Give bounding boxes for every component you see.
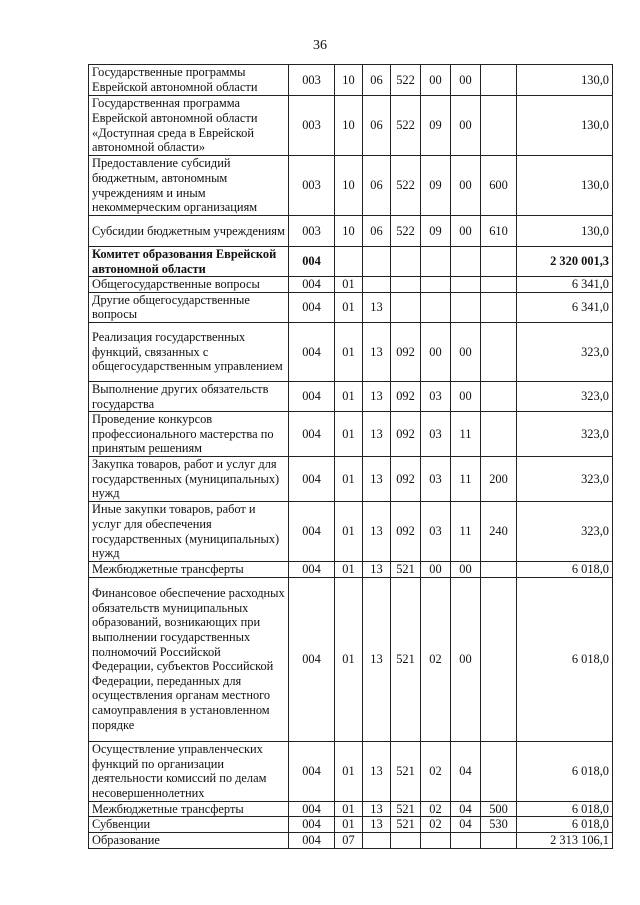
row-name-cell: Предоставление субсидий бюджетным, автономным учреждениям и иным некоммерческим организациям (89, 156, 289, 216)
table-row (89, 216, 613, 247)
target-article-2-cell: 09 (421, 96, 451, 156)
target-article-2-cell (421, 832, 451, 848)
expense-type-cell (481, 741, 517, 801)
target-article-2-cell (421, 247, 451, 277)
amount-cell: 2 320 001,3 (517, 247, 613, 277)
section-code-cell: 01 (335, 292, 363, 322)
target-article-1-cell: 092 (391, 412, 421, 457)
subsection-code-cell: 06 (363, 65, 391, 96)
section-code-cell: 01 (335, 457, 363, 502)
target-article-2-cell: 02 (421, 577, 451, 741)
target-article-1-cell: 522 (391, 156, 421, 216)
section-code-cell (335, 247, 363, 277)
expense-type-cell (481, 277, 517, 293)
ministry-code-cell: 004 (289, 801, 335, 817)
table-row (89, 65, 613, 96)
expense-type-cell (481, 65, 517, 96)
expense-type-cell (481, 322, 517, 381)
target-article-1-cell: 521 (391, 741, 421, 801)
amount-cell: 2 313 106,1 (517, 832, 613, 848)
ministry-code-cell: 003 (289, 156, 335, 216)
subsection-code-cell: 13 (363, 292, 391, 322)
table-row (89, 502, 613, 562)
expense-type-cell (481, 381, 517, 411)
amount-cell: 323,0 (517, 381, 613, 411)
section-code-cell: 01 (335, 412, 363, 457)
table-row (89, 322, 613, 381)
amount-cell: 6 341,0 (517, 277, 613, 293)
target-article-3-cell: 00 (451, 577, 481, 741)
subsection-code-cell: 06 (363, 216, 391, 247)
expense-type-cell (481, 96, 517, 156)
table-row (89, 277, 613, 293)
row-name-cell: Межбюджетные трансферты (89, 562, 289, 578)
table-row (89, 247, 613, 277)
target-article-3-cell: 04 (451, 801, 481, 817)
expense-type-cell (481, 247, 517, 277)
ministry-code-cell: 004 (289, 277, 335, 293)
amount-cell: 130,0 (517, 156, 613, 216)
amount-cell: 6 018,0 (517, 741, 613, 801)
amount-cell: 130,0 (517, 216, 613, 247)
target-article-1-cell: 521 (391, 577, 421, 741)
subsection-code-cell: 06 (363, 156, 391, 216)
target-article-2-cell: 00 (421, 562, 451, 578)
target-article-3-cell (451, 292, 481, 322)
ministry-code-cell: 004 (289, 817, 335, 833)
target-article-3-cell: 11 (451, 502, 481, 562)
ministry-code-cell: 003 (289, 96, 335, 156)
ministry-code-cell: 004 (289, 292, 335, 322)
target-article-3-cell: 00 (451, 381, 481, 411)
section-code-cell: 01 (335, 562, 363, 578)
row-name-cell: Выполнение других обязательств государства (89, 381, 289, 411)
row-name-cell: Образование (89, 832, 289, 848)
amount-cell: 6 018,0 (517, 562, 613, 578)
section-code-cell: 01 (335, 322, 363, 381)
amount-cell: 6 018,0 (517, 801, 613, 817)
section-code-cell: 01 (335, 277, 363, 293)
ministry-code-cell: 004 (289, 832, 335, 848)
target-article-1-cell: 092 (391, 381, 421, 411)
target-article-1-cell (391, 292, 421, 322)
subsection-code-cell: 13 (363, 562, 391, 578)
amount-cell: 130,0 (517, 96, 613, 156)
amount-cell: 6 341,0 (517, 292, 613, 322)
target-article-2-cell: 03 (421, 412, 451, 457)
expense-type-cell: 240 (481, 502, 517, 562)
expense-type-cell: 600 (481, 156, 517, 216)
expense-type-cell (481, 562, 517, 578)
row-name-cell: Субсидии бюджетным учреждениям (89, 216, 289, 247)
target-article-1-cell: 521 (391, 562, 421, 578)
table-row (89, 156, 613, 216)
ministry-code-cell: 004 (289, 577, 335, 741)
target-article-3-cell (451, 247, 481, 277)
subsection-code-cell: 13 (363, 817, 391, 833)
table-body (89, 65, 613, 849)
subsection-code-cell: 13 (363, 322, 391, 381)
table-row (89, 741, 613, 801)
target-article-2-cell: 03 (421, 457, 451, 502)
target-article-3-cell: 00 (451, 65, 481, 96)
section-code-cell: 01 (335, 381, 363, 411)
row-name-cell: Закупка товаров, работ и услуг для государственных (муниципальных) нужд (89, 457, 289, 502)
section-code-cell: 07 (335, 832, 363, 848)
ministry-code-cell: 004 (289, 247, 335, 277)
target-article-1-cell: 521 (391, 817, 421, 833)
amount-cell: 130,0 (517, 65, 613, 96)
table-row (89, 832, 613, 848)
subsection-code-cell: 13 (363, 457, 391, 502)
subsection-code-cell (363, 247, 391, 277)
row-name-cell: Комитет образования Еврейской автономной области (89, 247, 289, 277)
subsection-code-cell: 13 (363, 502, 391, 562)
ministry-code-cell: 003 (289, 216, 335, 247)
target-article-2-cell: 02 (421, 741, 451, 801)
target-article-2-cell: 03 (421, 381, 451, 411)
row-name-cell: Реализация государственных функций, связанных с общегосударственным управлением (89, 322, 289, 381)
target-article-1-cell: 522 (391, 216, 421, 247)
ministry-code-cell: 004 (289, 457, 335, 502)
amount-cell: 6 018,0 (517, 577, 613, 741)
expense-type-cell: 500 (481, 801, 517, 817)
table-row (89, 817, 613, 833)
target-article-2-cell: 00 (421, 322, 451, 381)
target-article-1-cell: 092 (391, 457, 421, 502)
row-name-cell: Государственная программа Еврейской автономной области «Доступная среда в Еврейской автономной области» (89, 96, 289, 156)
target-article-2-cell (421, 277, 451, 293)
row-name-cell: Межбюджетные трансферты (89, 801, 289, 817)
target-article-3-cell: 00 (451, 216, 481, 247)
target-article-1-cell (391, 277, 421, 293)
target-article-1-cell (391, 247, 421, 277)
target-article-2-cell: 00 (421, 65, 451, 96)
ministry-code-cell: 004 (289, 322, 335, 381)
target-article-1-cell: 092 (391, 322, 421, 381)
row-name-cell: Субвенции (89, 817, 289, 833)
table-row (89, 801, 613, 817)
target-article-3-cell: 00 (451, 562, 481, 578)
section-code-cell: 01 (335, 801, 363, 817)
subsection-code-cell: 13 (363, 741, 391, 801)
table-row (89, 96, 613, 156)
target-article-1-cell: 521 (391, 801, 421, 817)
section-code-cell: 10 (335, 156, 363, 216)
target-article-1-cell (391, 832, 421, 848)
subsection-code-cell: 13 (363, 801, 391, 817)
target-article-3-cell: 00 (451, 96, 481, 156)
row-name-cell: Финансовое обеспечение расходных обязательств муниципальных образований, возникающих при выполнении государственных полномочий Российской Федерации, субъектов Российской Федерации, переданных для осуществления органам местного самоуправления в установленном порядке (89, 577, 289, 741)
page-number: 36 (313, 38, 327, 53)
target-article-2-cell: 09 (421, 156, 451, 216)
expense-type-cell (481, 292, 517, 322)
row-name-cell: Осуществление управленческих функций по организации деятельности комиссий по делам несовершеннолетних (89, 741, 289, 801)
section-code-cell: 01 (335, 741, 363, 801)
amount-cell: 6 018,0 (517, 817, 613, 833)
section-code-cell: 01 (335, 502, 363, 562)
expense-type-cell: 610 (481, 216, 517, 247)
target-article-3-cell: 11 (451, 457, 481, 502)
amount-cell: 323,0 (517, 322, 613, 381)
target-article-2-cell: 02 (421, 817, 451, 833)
target-article-3-cell (451, 832, 481, 848)
target-article-1-cell: 522 (391, 96, 421, 156)
target-article-3-cell: 04 (451, 817, 481, 833)
row-name-cell: Другие общегосударственные вопросы (89, 292, 289, 322)
ministry-code-cell: 004 (289, 412, 335, 457)
target-article-3-cell: 00 (451, 156, 481, 216)
row-name-cell: Государственные программы Еврейской автономной области (89, 65, 289, 96)
target-article-2-cell (421, 292, 451, 322)
subsection-code-cell (363, 277, 391, 293)
row-name-cell: Иные закупки товаров, работ и услуг для обеспечения государственных (муниципальных) нужд (89, 502, 289, 562)
row-name-cell: Проведение конкурсов профессионального мастерства по принятым решениям (89, 412, 289, 457)
subsection-code-cell: 13 (363, 381, 391, 411)
target-article-3-cell: 00 (451, 322, 481, 381)
expense-type-cell: 530 (481, 817, 517, 833)
table-row (89, 292, 613, 322)
table-row (89, 412, 613, 457)
ministry-code-cell: 004 (289, 562, 335, 578)
subsection-code-cell: 13 (363, 412, 391, 457)
target-article-3-cell: 04 (451, 741, 481, 801)
ministry-code-cell: 004 (289, 502, 335, 562)
ministry-code-cell: 004 (289, 381, 335, 411)
target-article-1-cell: 522 (391, 65, 421, 96)
subsection-code-cell: 13 (363, 577, 391, 741)
amount-cell: 323,0 (517, 502, 613, 562)
ministry-code-cell: 004 (289, 741, 335, 801)
expense-type-cell: 200 (481, 457, 517, 502)
target-article-2-cell: 02 (421, 801, 451, 817)
amount-cell: 323,0 (517, 412, 613, 457)
table-row (89, 457, 613, 502)
budget-table (88, 64, 613, 849)
ministry-code-cell: 003 (289, 65, 335, 96)
section-code-cell: 10 (335, 65, 363, 96)
amount-cell: 323,0 (517, 457, 613, 502)
target-article-1-cell: 092 (391, 502, 421, 562)
section-code-cell: 01 (335, 577, 363, 741)
expense-type-cell (481, 412, 517, 457)
section-code-cell: 01 (335, 817, 363, 833)
target-article-3-cell (451, 277, 481, 293)
table-row (89, 381, 613, 411)
table-row (89, 577, 613, 741)
subsection-code-cell (363, 832, 391, 848)
table-row (89, 562, 613, 578)
expense-type-cell (481, 832, 517, 848)
target-article-2-cell: 09 (421, 216, 451, 247)
target-article-2-cell: 03 (421, 502, 451, 562)
section-code-cell: 10 (335, 216, 363, 247)
expense-type-cell (481, 577, 517, 741)
target-article-3-cell: 11 (451, 412, 481, 457)
section-code-cell: 10 (335, 96, 363, 156)
subsection-code-cell: 06 (363, 96, 391, 156)
row-name-cell: Общегосударственные вопросы (89, 277, 289, 293)
